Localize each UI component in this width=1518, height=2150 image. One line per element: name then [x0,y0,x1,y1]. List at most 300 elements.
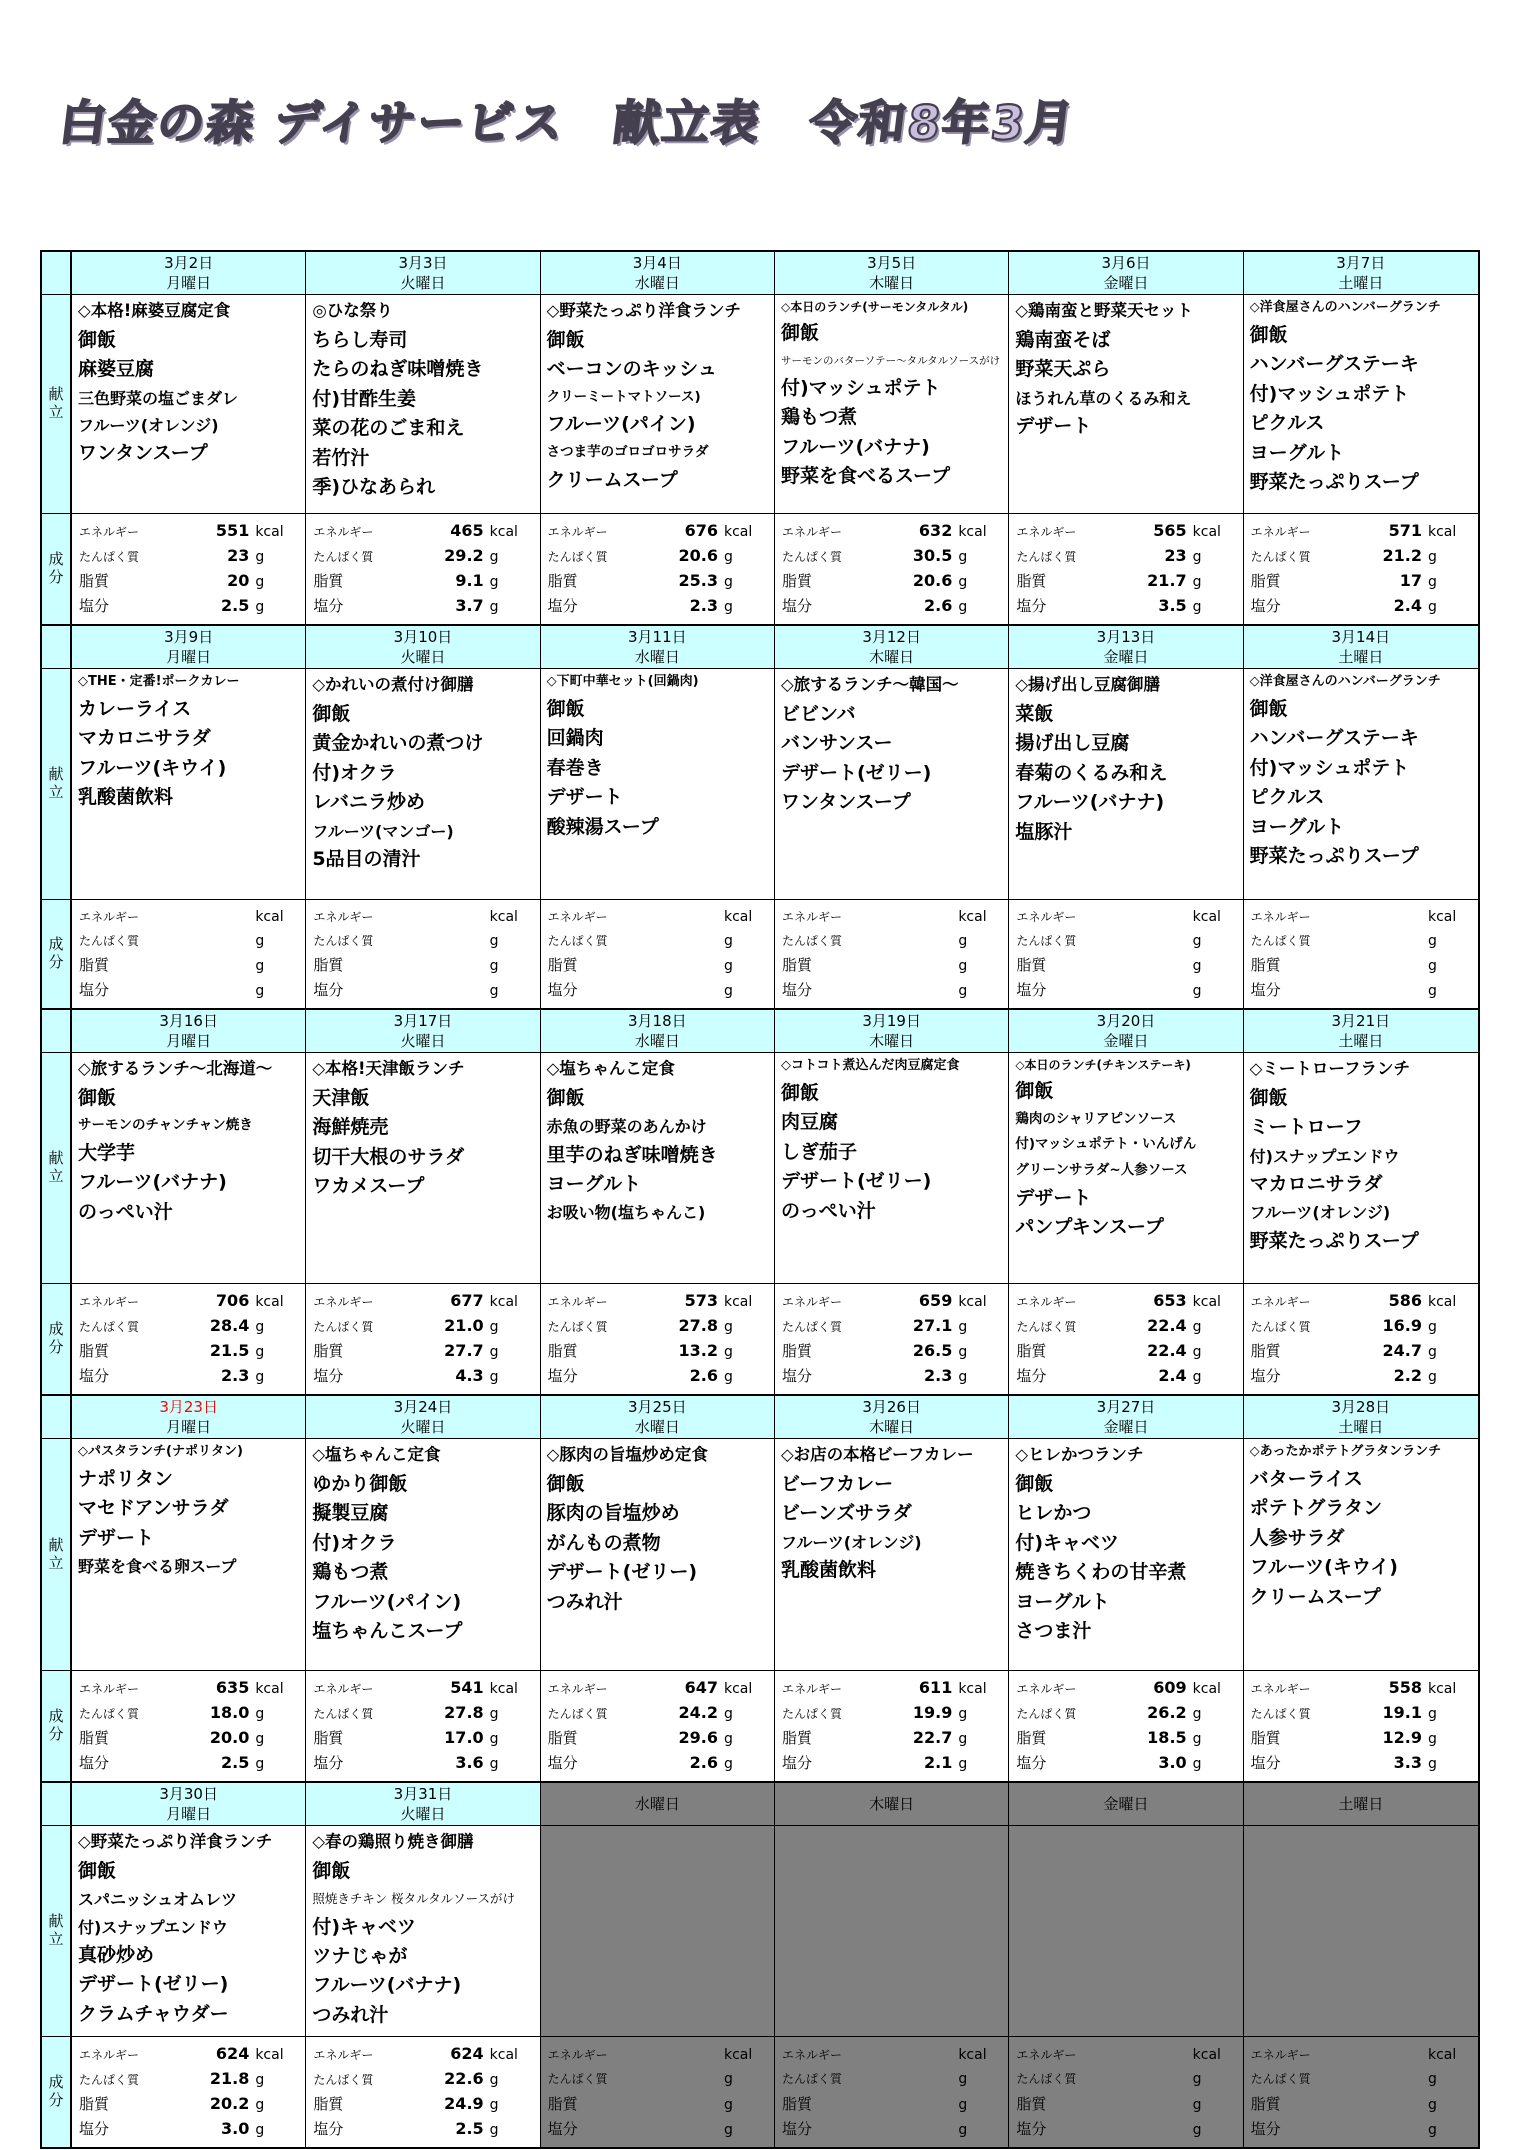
menu-item: がんもの煮物 [546,1531,661,1554]
weekday-text: 火曜日 [400,1805,446,1823]
corner-cell [42,252,72,294]
date-cell [1009,1396,1243,1438]
menu-item: 野菜たっぷりスープ [1249,1229,1419,1252]
menu-item: 春菊のくるみ和え [1015,761,1168,784]
menu-item: 照焼きチキン 桜タルタルソースがけ [312,1891,516,1907]
protein-value: 30.5 [912,546,953,565]
energy-value: 541 [450,1678,484,1697]
fat-value: 20.6 [912,571,953,590]
salt-label: 塩分 [781,597,812,615]
energy-unit: kcal [1427,2046,1457,2063]
protein-unit: g [489,549,499,565]
nutrition-line [1251,1339,1468,1364]
fat-label: 脂質 [1250,1729,1281,1747]
weekday-text: 火曜日 [400,648,446,666]
energy-unit: kcal [723,524,753,540]
nutrition-line [79,953,295,978]
menu-item: 切干大根のサラダ [312,1145,465,1168]
salt-label: 塩分 [781,1367,812,1385]
salt-label: 塩分 [313,597,344,615]
energy-value: 571 [1388,521,1422,540]
fat-label: 脂質 [313,1729,344,1747]
nutrition-cell [1009,900,1243,1008]
menu-item: ツナじゃが [312,1945,408,1968]
energy-unit: kcal [723,1294,753,1310]
protein-unit: g [1427,2071,1437,2088]
energy-value: 624 [450,2044,484,2064]
fat-value: 20.2 [209,2094,250,2114]
nutrition-line [79,1314,295,1339]
menu-item: 麻婆豆腐 [78,358,155,381]
nutrition-line [1016,1314,1232,1339]
protein-label: たんぱく質 [1016,1320,1077,1334]
menu-item: 野菜を食べるスープ [780,465,951,488]
salt-label: 塩分 [547,1754,578,1772]
menu-item: 豚肉の旨塩炒め [546,1502,680,1525]
energy-label: エネルギー [781,2047,842,2062]
nutrition-line [313,1289,529,1314]
energy-value: 659 [918,1291,953,1310]
salt-unit: g [1192,599,1202,615]
week-header-row [42,624,1478,668]
fat-unit: g [255,958,265,974]
date-cell [1244,1396,1478,1438]
weekday-text: 火曜日 [400,274,446,292]
nutrition-line [1016,1751,1232,1776]
nutrition-line [1016,1701,1232,1726]
menu-item: 付)マッシュポテト・いんげん [1015,1136,1197,1153]
salt-label: 塩分 [79,1754,110,1772]
nutrition-line [313,929,529,953]
date-text: 3月11日 [628,628,687,646]
menu-item: マカロニサラダ [1249,1172,1383,1195]
menu-item: フルーツ(パイン) [312,1590,462,1613]
fat-value: 18.5 [1147,1728,1187,1747]
protein-unit: g [255,1706,265,1722]
protein-value: 23 [227,546,250,565]
energy-unit: kcal [489,524,518,540]
fat-value: 17 [1399,571,1422,590]
salt-unit: g [1427,1369,1437,1385]
date-cell [306,252,540,294]
week-menu-row [42,294,1478,513]
nutrition-line [548,1676,764,1701]
date-cell [72,1010,306,1052]
nutrition-line [1251,2043,1468,2067]
energy-label: エネルギー [1250,1295,1311,1309]
salt-unit: g [958,983,968,999]
fat-unit: g [1427,574,1437,590]
nutrition-line [1016,2117,1232,2142]
salt-label: 塩分 [781,981,812,999]
protein-unit: g [1427,1319,1437,1335]
menu-title: ◇旅するランチ〜北海道〜 [78,1059,273,1078]
fat-unit: g [723,958,733,974]
date-cell [1244,626,1478,668]
menu-item: 酸辣湯スープ [546,815,659,838]
fat-label: 脂質 [313,1342,344,1360]
menu-item: ナポリタン [78,1467,174,1490]
protein-unit: g [1192,549,1202,565]
menu-item: 御飯 [312,1859,351,1882]
date-cell [1009,1783,1243,1825]
salt-label: 塩分 [1250,1754,1281,1772]
protein-value: 29.2 [444,546,484,565]
menu-cell [541,1826,775,2036]
menu-item: 揚げ出し豆腐 [1015,732,1130,755]
nutrition-line [313,2117,529,2142]
energy-label: エネルギー [547,1682,608,1696]
menu-item: カレーライス [78,697,192,720]
protein-value: 21.8 [209,2069,250,2089]
fat-label: 脂質 [313,956,344,974]
fat-label: 脂質 [1016,956,1047,974]
weekday-text: 水曜日 [634,1795,680,1813]
protein-unit: g [723,2071,733,2088]
menu-item: 黄金かれいの煮つけ [312,732,484,755]
protein-unit: g [723,1706,733,1722]
menu-cell [1244,1826,1478,2036]
menu-title: ◇お店の本格ビーフカレー [780,1445,974,1464]
energy-unit: kcal [1427,1294,1457,1310]
menu-title: ◇ヒレかつランチ [1015,1445,1144,1464]
salt-value: 2.4 [1393,596,1422,615]
nutrition-line [782,1339,998,1364]
fat-label: 脂質 [79,1729,110,1747]
menu-item: フルーツ(オレンジ) [78,415,219,435]
salt-label: 塩分 [1250,597,1281,615]
menu-cell [775,1826,1009,2036]
nutrition-line [782,1289,998,1314]
protein-value: 27.8 [444,1703,484,1722]
protein-label: たんぱく質 [1250,2072,1311,2087]
nutrition-cell [1009,514,1243,624]
energy-value: 706 [215,1291,250,1310]
nutrition-line [79,569,295,594]
composition-row-label: 成分 [42,514,72,624]
salt-value: 2.5 [220,1753,250,1772]
nutrition-line [313,1676,529,1701]
date-cell [775,252,1009,294]
protein-value: 19.1 [1382,1703,1422,1722]
protein-unit: g [1427,933,1437,949]
energy-label: エネルギー [1250,910,1311,924]
salt-value: 2.3 [220,1366,250,1385]
date-text: 3月3日 [398,254,448,272]
protein-value: 21.2 [1382,546,1422,565]
date-cell [541,1010,775,1052]
fat-label: 脂質 [781,572,812,590]
date-cell [541,626,775,668]
nutrition-line [548,544,764,569]
salt-value: 3.7 [455,596,484,615]
nutrition-line [548,2067,764,2091]
energy-value: 565 [1153,521,1187,540]
menu-cell [1009,1053,1243,1283]
protein-unit: g [1192,933,1202,949]
menu-cell [775,295,1009,513]
energy-label: エネルギー [547,1295,608,1309]
fat-value: 17.0 [444,1728,484,1747]
nutrition-cell [72,900,306,1008]
fat-unit: g [489,958,499,974]
fat-label: 脂質 [547,956,578,974]
nutrition-line [1251,929,1468,953]
week-header-row [42,252,1478,294]
nutrition-line [1251,544,1468,569]
nutrition-line [1251,953,1468,978]
menu-item: 乳酸菌飲料 [78,786,174,809]
fat-value: 27.7 [444,1341,484,1360]
nutrition-cell [541,2037,775,2147]
menu-cell [306,1439,540,1670]
nutrition-line [782,1751,998,1776]
menu-item: 御飯 [78,328,117,351]
menu-title: ◇野菜たっぷり洋食ランチ [546,301,741,320]
protein-unit: g [255,933,265,949]
protein-label: たんぱく質 [313,934,374,948]
date-cell [775,1396,1009,1438]
weekday-text: 水曜日 [634,648,680,666]
salt-value: 2.3 [923,1366,953,1385]
salt-value: 2.6 [689,1753,718,1772]
menu-item: ヨーグルト [1015,1590,1110,1613]
protein-value: 16.9 [1382,1316,1422,1335]
menu-item: ワカメスープ [312,1175,425,1198]
nutrition-line [1251,2067,1468,2091]
menu-item: 回鍋肉 [546,727,604,750]
protein-label: たんぱく質 [1016,550,1077,564]
menu-cell [306,1826,540,2036]
salt-unit: g [255,983,265,999]
nutrition-line [1016,2092,1232,2117]
menu-title: ◇パスタランチ(ナポリタン) [78,1444,243,1459]
fat-value: 24.9 [444,2094,484,2114]
weekday-text: 金曜日 [1103,1418,1149,1436]
energy-value: 632 [918,521,953,540]
date-cell [1009,626,1243,668]
nutrition-line [548,1364,764,1389]
energy-label: エネルギー [313,1682,374,1696]
salt-unit: g [255,1756,265,1772]
energy-label: エネルギー [547,525,608,539]
protein-value: 24.2 [678,1703,718,1722]
nutrition-line [313,2092,529,2117]
fat-value: 20 [227,571,250,590]
menu-item: 御飯 [1249,323,1288,346]
menu-item: ピクルス [1249,412,1325,435]
menu-item: 大学芋 [78,1142,136,1164]
week-nutrition-row [42,899,1478,1008]
menu-item: グリーンサラダ~人参ソース [1015,1162,1188,1179]
menu-item: 野菜たっぷりスープ [1249,471,1419,494]
fat-unit: g [1427,958,1437,974]
menu-item: フルーツ(オレンジ) [1249,1203,1391,1223]
menu-item: 御飯 [546,697,585,720]
menu-item: デザート [78,1526,155,1549]
fat-value: 29.6 [678,1728,718,1747]
menu-item: 焼きちくわの甘辛煮 [1015,1561,1187,1584]
nutrition-line [1251,1676,1468,1701]
nutrition-line [79,1289,295,1314]
week-header-row [42,1781,1478,1825]
menu-item: ワンタンスープ [78,442,208,465]
nutrition-line [1016,953,1232,978]
protein-unit: g [489,933,499,949]
menu-cell [72,1053,306,1283]
energy-label: エネルギー [79,1295,140,1309]
energy-unit: kcal [958,1681,987,1697]
nutrition-line [782,2067,998,2091]
menu-item: 擬製豆腐 [312,1502,389,1525]
salt-label: 塩分 [313,1754,344,1772]
date-text: 3月12日 [862,628,921,646]
salt-unit: g [255,1369,265,1385]
menu-item: デザート [1015,1186,1092,1209]
energy-label: エネルギー [313,910,374,924]
date-text: 3月26日 [862,1398,921,1416]
menu-cell [1244,1053,1478,1283]
menu-cell [541,295,775,513]
menu-item: ビーフカレー [780,1472,894,1495]
menu-title: ◇ミートローフランチ [1249,1059,1411,1078]
week-nutrition-row [42,513,1478,624]
salt-value: 3.5 [1158,596,1187,615]
salt-unit: g [489,1756,499,1772]
protein-label: たんぱく質 [313,2073,374,2088]
energy-label: エネルギー [1016,1682,1077,1696]
menu-title: ◇コトコト煮込んだ肉豆腐定食 [780,1058,960,1073]
energy-value: 647 [684,1678,718,1697]
nutrition-line [548,1289,764,1314]
menu-item: さつま汁 [1015,1620,1092,1643]
menu-item: クリーミートマトソース) [546,388,701,405]
menu-item: 三色野菜の塩ごまダレ [78,388,239,408]
energy-label: エネルギー [313,1295,374,1309]
nutrition-line [548,2092,764,2117]
energy-label: エネルギー [1016,1295,1077,1309]
weekday-text: 土曜日 [1338,648,1384,666]
fat-unit: g [489,1344,499,1360]
nutrition-cell [541,514,775,624]
protein-unit: g [255,549,265,565]
nutrition-line [548,905,764,929]
nutrition-line [1016,519,1232,544]
energy-unit: kcal [1427,1681,1457,1697]
nutrition-line [1251,1701,1468,1726]
nutrition-line [1251,569,1468,594]
fat-unit: g [958,2096,968,2113]
nutrition-line [79,2092,295,2117]
salt-unit: g [1427,1756,1437,1772]
salt-value: 3.6 [455,1753,484,1772]
week-nutrition-row [42,1283,1478,1394]
salt-unit: g [255,2122,265,2139]
salt-label: 塩分 [1016,1367,1047,1385]
energy-unit: kcal [1427,909,1457,925]
salt-label: 塩分 [547,981,578,999]
weekday-text: 土曜日 [1338,274,1384,292]
nutrition-cell [72,2037,306,2147]
menu-item: ヒレかつ [1015,1502,1092,1525]
weekday-text: 月曜日 [166,648,212,666]
nutrition-line [1251,1364,1468,1389]
menu-item: 若竹汁 [312,446,370,469]
salt-unit: g [1427,599,1437,615]
energy-label: エネルギー [79,1682,140,1696]
nutrition-line [782,2117,998,2142]
energy-label: エネルギー [781,1295,842,1309]
salt-label: 塩分 [1250,981,1281,999]
fat-value: 21.7 [1147,571,1187,590]
protein-unit: g [489,2072,499,2089]
nutrition-line [782,905,998,929]
energy-value: 586 [1388,1291,1422,1310]
nutrition-line [782,1364,998,1389]
energy-label: エネルギー [1016,910,1077,924]
menu-item: デザート(ゼリー) [780,1170,932,1193]
salt-unit: g [723,599,733,615]
menu-title: ◇あったかポテトグラタンランチ [1249,1444,1442,1459]
salt-label: 塩分 [547,2120,578,2139]
energy-unit: kcal [1192,909,1221,925]
nutrition-line [1251,519,1468,544]
fat-value: 21.5 [209,1341,250,1360]
nutrition-line [313,1701,529,1726]
menu-cell [1244,1439,1478,1670]
nutrition-line [79,2042,295,2067]
menu-cell [541,1053,775,1283]
nutrition-line [313,594,529,619]
nutrition-line [1251,978,1468,1003]
salt-label: 塩分 [1016,1754,1047,1772]
protein-value: 27.1 [912,1316,953,1335]
fat-label: 脂質 [1016,1342,1047,1360]
salt-value: 2.5 [455,2119,484,2139]
protein-unit: g [489,1706,499,1722]
menu-item: サーモンのバターソテー〜タルタルソースがけ [780,354,1001,367]
date-text: 3月23日 [159,1398,218,1416]
nutrition-cell [306,1671,540,1781]
nutrition-line [782,1314,998,1339]
fat-unit: g [723,1344,733,1360]
menu-item: フルーツ(バナナ) [78,1171,227,1194]
salt-unit: g [489,983,499,999]
protein-label: たんぱく質 [547,550,608,564]
menu-title: ◇塩ちゃんこ定食 [312,1445,441,1464]
energy-value: 653 [1153,1291,1187,1310]
date-text: 3月30日 [159,1785,218,1803]
menu-item: 海鮮焼売 [312,1116,389,1139]
protein-label: たんぱく質 [547,1707,608,1721]
fat-label: 脂質 [313,2095,344,2114]
menu-cell [72,1439,306,1670]
nutrition-line [313,1726,529,1751]
nutrition-line [548,569,764,594]
nutrition-line [782,519,998,544]
menu-cell [775,669,1009,899]
menu-item: 付)マッシュポテト [1249,382,1410,405]
nutrition-line [79,1701,295,1726]
protein-label: たんぱく質 [1250,550,1311,564]
menu-item: 付)オクラ [312,761,397,784]
nutrition-line [79,544,295,569]
protein-value: 28.4 [209,1316,250,1335]
menu-item: つみれ汁 [312,2003,389,2026]
menu-item: マセドアンサラダ [78,1497,229,1520]
menu-item: フルーツ(バナナ) [312,1974,462,1997]
menu-cell [306,1053,540,1283]
